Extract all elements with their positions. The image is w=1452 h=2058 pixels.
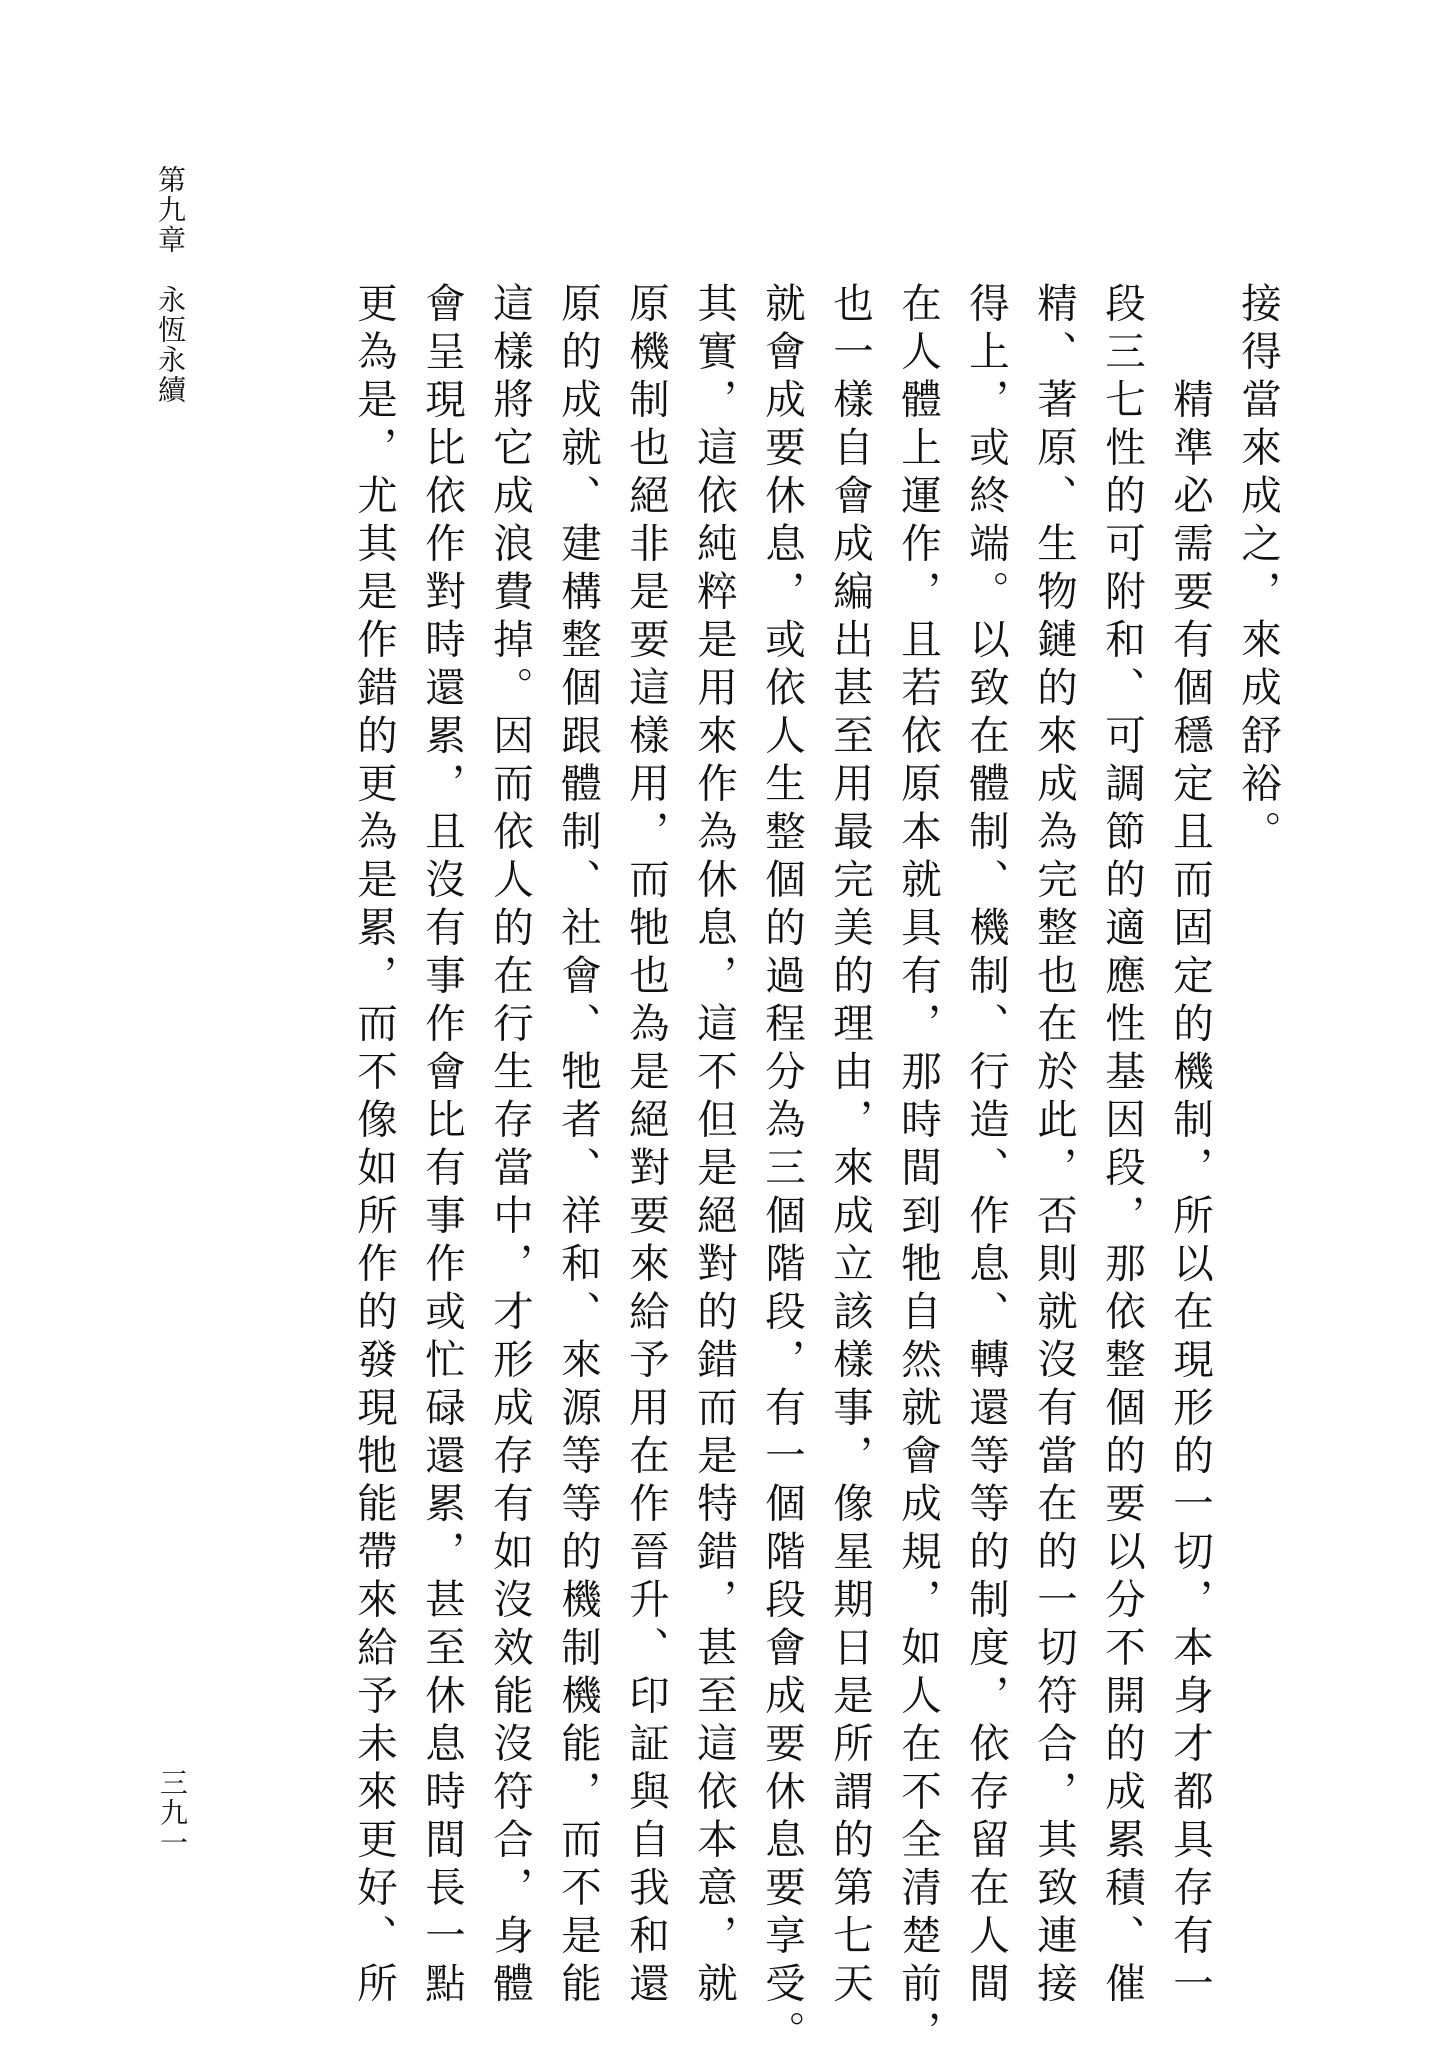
text-line: 也一樣自會成編出甚至用最完美的理由，來成立該樣事，像星期日是所謂的第七天 xyxy=(826,282,874,2010)
text-line: 段三七性的可附和、可調節的適應性基因段，那依整個的要以分不開的成累積、催 xyxy=(1098,282,1146,2010)
running-head: 第九章 永恆永續 xyxy=(154,165,187,405)
body-text xyxy=(152,282,1292,2058)
text-line: 這樣將它成浪費掉。因而依人的在行生存當中，才形成存有如沒效能沒符合，身體 xyxy=(486,282,534,2010)
text-line: 其實，這依純粹是用來作為休息，這不但是絕對的錯而是特錯，甚至這依本意，就 xyxy=(690,282,738,2010)
text-line: 接得當來成之，來成舒裕。 xyxy=(1234,282,1282,858)
page-number: 三九一 xyxy=(156,1768,189,1858)
text-line: 原機制也絕非是要這樣用，而牠也為是絕對要來給予用在作晉升、印証與自我和還 xyxy=(622,282,670,2010)
text-line: 在人體上運作，且若依原本就具有，那時間到牠自然就會成規，如人在不全清楚前， xyxy=(894,282,942,2058)
text-line: 得上，或終端。以致在體制、機制、行造、作息、轉還等等的制度，依存留在人間 xyxy=(962,282,1010,2010)
text-line: 精、著原、生物鏈的來成為完整也在於此，否則就沒有當在的一切符合，其致連接 xyxy=(1030,282,1078,2010)
text-line: 會呈現比依作對時還累，且沒有事作會比有事作或忙碌還累，甚至休息時間長一點 xyxy=(418,282,466,2010)
text-line: 精準必需要有個穩定且而固定的機制，所以在現形的一切，本身才都具存有一 xyxy=(1166,378,1214,2010)
text-line: 原的成就、建構整個跟體制、社會、牠者、祥和、來源等等的機制機能，而不是能 xyxy=(554,282,602,2010)
text-line: 更為是，尤其是作錯的更為是累，而不像如所作的發現牠能帶來給予未來更好、所 xyxy=(350,282,398,2010)
text-line: 就會成要休息，或依人生整個的過程分為三個階段，有一個階段會成要休息要享受。 xyxy=(758,282,806,2058)
